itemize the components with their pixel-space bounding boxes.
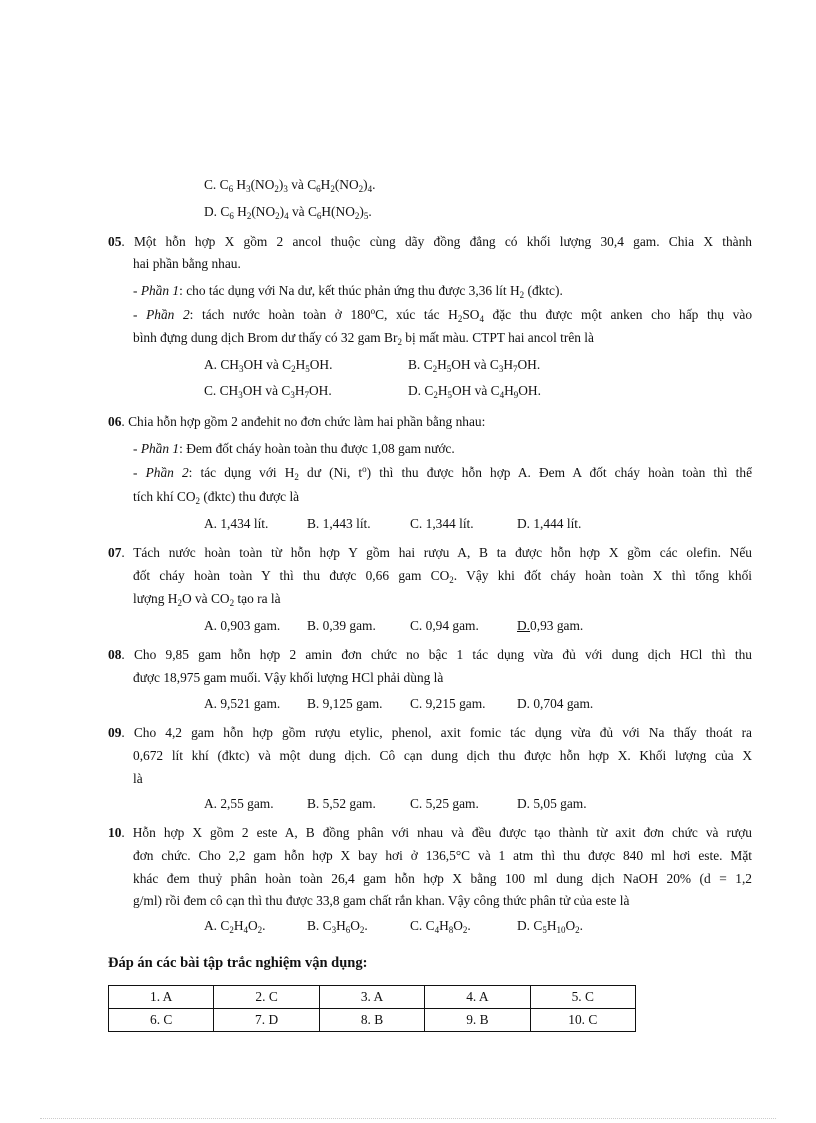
table-cell: 9. B bbox=[425, 1009, 530, 1032]
table-cell: 7. D bbox=[214, 1009, 319, 1032]
question-number: 07 bbox=[108, 545, 122, 560]
table-cell: 2. C bbox=[214, 986, 319, 1009]
table-cell: 6. C bbox=[109, 1009, 214, 1032]
question-text: Hỗn hợp X gồm 2 este A, B đồng phân với nhau và đều được tạo thành từ axit đơn chức và rượu bbox=[132, 825, 752, 840]
options-row bbox=[204, 696, 593, 712]
options-row bbox=[204, 918, 583, 934]
question-text: Chia hỗn hợp gồm 2 anđehit no đơn chức làm hai phần bằng nhau: bbox=[128, 414, 486, 429]
options-row bbox=[204, 796, 587, 812]
option-b: B. $C_2H_5OH$ và $C_3H_7OH$. bbox=[408, 357, 541, 374]
option-d: D.0,93 gam. bbox=[517, 618, 584, 633]
page-footer-divider bbox=[40, 1118, 776, 1119]
table-cell: 1. A bbox=[109, 986, 214, 1009]
option-b: B. 5,52 gam. bbox=[307, 796, 376, 811]
options-row bbox=[204, 618, 583, 634]
answer-key-table bbox=[108, 985, 636, 1032]
document-page: C. $C_6$ $H_3(NO_2)_3$ và $C_6H_2(NO_2)_4$. D. $C_6$ $H_2(NO_2)_4$ và $C_6H(NO_2)_5$. 05. Một hỗn hợp X gồm 2 ancol thuộc cùng dãy đồng đẳng có khối lượng 30,4 gam. Chia X thành hai phần bằng nhau. - Phần 1: cho tác dụng với Na dư, kết thúc phản ứng thu được 3,36 lít $H_2$ (đktc). - Phần 2: tách nước hoàn toàn ở 180$^o$C, xúc tác $H_2SO_4$ đặc thu được một anken cho hấp thụ vào bình đựng dung dịch Brom dư thấy có 32 gam $Br_2$ bị mất màu. CTPT hai ancol trên là A. $CH_3OH$ và $C_2H_5OH$. B. $C_2H_5OH$ và $C_3H_7OH$. C. $CH_3OH$ và $C_3H_7OH$. D. $C_2H_5OH$ và $C_4H_9OH$. 06. Chia hỗn hợp gồm 2 anđehit no đơn chức làm hai phần bằng nhau: - Phần 1: Đem đốt cháy hoàn toàn thu được 1,08 gam nước. - Phần 2: tác dụng với $H_2$ dư (Ni, $t^o$) thì thu được hỗn hợp A. Đem A đốt cháy hoàn toàn thì thể tích khí $CO_2$ (đktc) thu được là A. 1,434 lít. B. 1,443 lít. C. 1,344 lít. D. 1,444 lít. 07. Tách nước hoàn toàn từ hỗn hợp Y gồm hai rượu A, B ta được hỗn hợp X gồm các olefin. Nếu đốt cháy hoàn toàn Y thì thu được 0,66 gam $CO_2$. Vậy khi đốt cháy hoàn toàn X thì tổng khối lượng $H_2O$ và $CO_2$ tạo ra là A. 0,903 gam. B. 0,39 gam. C. 0,94 gam. D.0,93 gam. 08. Cho 9,85 gam hỗn hợp 2 amin đơn chức no bậc 1 tác dụng vừa đủ với dung dịch HCl thì thu được 18,975 gam muối. Vậy khối lượng HCl phải dùng là A. 9,521 gam. B. 9,125 gam. C. 9,215 gam. D. 0,704 gam. 09. Cho 4,2 gam hỗn hợp gồm rượu etylic, phenol, axit fomic tác dụng vừa đủ với Na thấy thoát ra 0,672 lít khí (đktc) và một dung dịch. Cô cạn dung dịch thu được hỗn hợp X. Khối lượng của X là A. 2,55 gam. B. 5,52 gam. C. 5,25 gam. D. 5,05 gam. 10. Hỗn hợp X gồm 2 este A, B đồng phân với nhau và đều được tạo thành từ axit đơn chức và rượu đơn chức. Cho 2,2 gam hỗn hợp X bay hơi ở 136,5°C và 1 atm thì thu được 840 ml hơi este. Mặt khác đem thuỷ phân hoàn toàn 26,4 gam hỗn hợp X bằng 100 ml dung dịch NaOH 20% (d = 1,2 g/ml) rồi đem cô cạn thì thu được 33,8 gam chất rắn khan. Vậy công thức phân tử của este là A. $C_2H_4O_2$. B. $C_3H_6O_2$. C. $C_4H_8O_2$. D. $C_5H_{10}O_2$. Đáp án các bài tập trắc nghiệm vận dụng: 1. A 2. C 3. A 4. A 5. C 6. C 7. D 8. B 9. B 10. C bbox=[0, 0, 816, 1123]
table-row bbox=[109, 1009, 636, 1032]
table-cell: 5. C bbox=[530, 986, 635, 1009]
part-2: - Phần 2: tác dụng với $H_2$ dư (Ni, $t^o$) thì thu được hỗn hợp A. Đem A đốt cháy hoàn toàn thì thể bbox=[133, 464, 753, 482]
option-b: B. 9,125 gam. bbox=[307, 696, 383, 711]
option-d: D. $C_5H_{10}O_2$. bbox=[517, 918, 584, 935]
option-a: A. 9,521 gam. bbox=[204, 696, 281, 711]
part-1: - Phần 1: Đem đốt cháy hoàn toàn thu được 1,08 gam nước. bbox=[133, 441, 455, 456]
option-b: B. 1,443 lít. bbox=[307, 516, 371, 531]
option-a: A. $C_2H_4O_2$. bbox=[204, 918, 266, 935]
table-cell: 10. C bbox=[530, 1009, 635, 1032]
table-cell: 8. B bbox=[319, 1009, 424, 1032]
options-row bbox=[204, 516, 581, 532]
question-text: Tách nước hoàn toàn từ hỗn hợp Y gồm hai rượu A, B ta được hỗn hợp X gồm các olefin. Nếu bbox=[133, 545, 752, 560]
question-text: Cho 9,85 gam hỗn hợp 2 amin đơn chức no bậc 1 tác dụng vừa đủ với dung dịch HCl thì thu bbox=[133, 647, 752, 662]
question-number: 09 bbox=[108, 725, 122, 740]
option-b: B. 0,39 gam. bbox=[307, 618, 376, 633]
question-number: 08 bbox=[108, 647, 122, 662]
prev-option-d: D. $C_6$ $H_2(NO_2)_4$ và $C_6H(NO_2)_5$. bbox=[204, 204, 372, 221]
option-a: A. 1,434 lít. bbox=[204, 516, 269, 531]
option-c: C. 1,344 lít. bbox=[410, 516, 474, 531]
table-row bbox=[109, 986, 636, 1009]
option-d: D. 0,704 gam. bbox=[517, 696, 594, 711]
option-a: A. 0,903 gam. bbox=[204, 618, 281, 633]
answer-key-heading: Đáp án các bài tập trắc nghiệm vận dụng: bbox=[108, 955, 368, 971]
table-cell: 4. A bbox=[425, 986, 530, 1009]
question-number: 10 bbox=[108, 825, 122, 840]
option-c: C. 9,215 gam. bbox=[410, 696, 486, 711]
option-c: C. $C_4H_8O_2$. bbox=[410, 918, 471, 935]
option-c: C. $CH_3OH$ và $C_3H_7OH$. bbox=[204, 383, 332, 400]
option-d: D. $C_2H_5OH$ và $C_4H_9OH$. bbox=[408, 383, 541, 400]
option-a: A. $CH_3OH$ và $C_2H_5OH$. bbox=[204, 357, 333, 374]
question-text: Một hỗn hợp X gồm 2 ancol thuộc cùng dãy đồng đẳng có khối lượng 30,4 gam. Chia X thành bbox=[133, 234, 752, 249]
question-number: 06 bbox=[108, 414, 122, 429]
part-2: - Phần 2: tách nước hoàn toàn ở 180$^o$C, xúc tác $H_2SO_4$ đặc thu được một anken cho hấp thụ vào bbox=[133, 306, 753, 324]
option-b: B. $C_3H_6O_2$. bbox=[307, 918, 368, 935]
question-text: Cho 4,2 gam hỗn hợp gồm rượu etylic, phenol, axit fomic tác dụng vừa đủ với Na thấy thoát ra bbox=[133, 725, 752, 740]
option-c: C. 5,25 gam. bbox=[410, 796, 479, 811]
option-a: A. 2,55 gam. bbox=[204, 796, 274, 811]
option-c: C. 0,94 gam. bbox=[410, 618, 479, 633]
part-1: - Phần 1: cho tác dụng với Na dư, kết thúc phản ứng thu được 3,36 lít $H_2$ (đktc). bbox=[133, 283, 563, 300]
option-d: D. 5,05 gam. bbox=[517, 796, 587, 811]
table-cell: 3. A bbox=[319, 986, 424, 1009]
question-number: 05 bbox=[108, 234, 122, 249]
prev-option-c: C. $C_6$ $H_3(NO_2)_3$ và $C_6H_2(NO_2)_4$. bbox=[204, 177, 376, 194]
option-d: D. 1,444 lít. bbox=[517, 516, 582, 531]
